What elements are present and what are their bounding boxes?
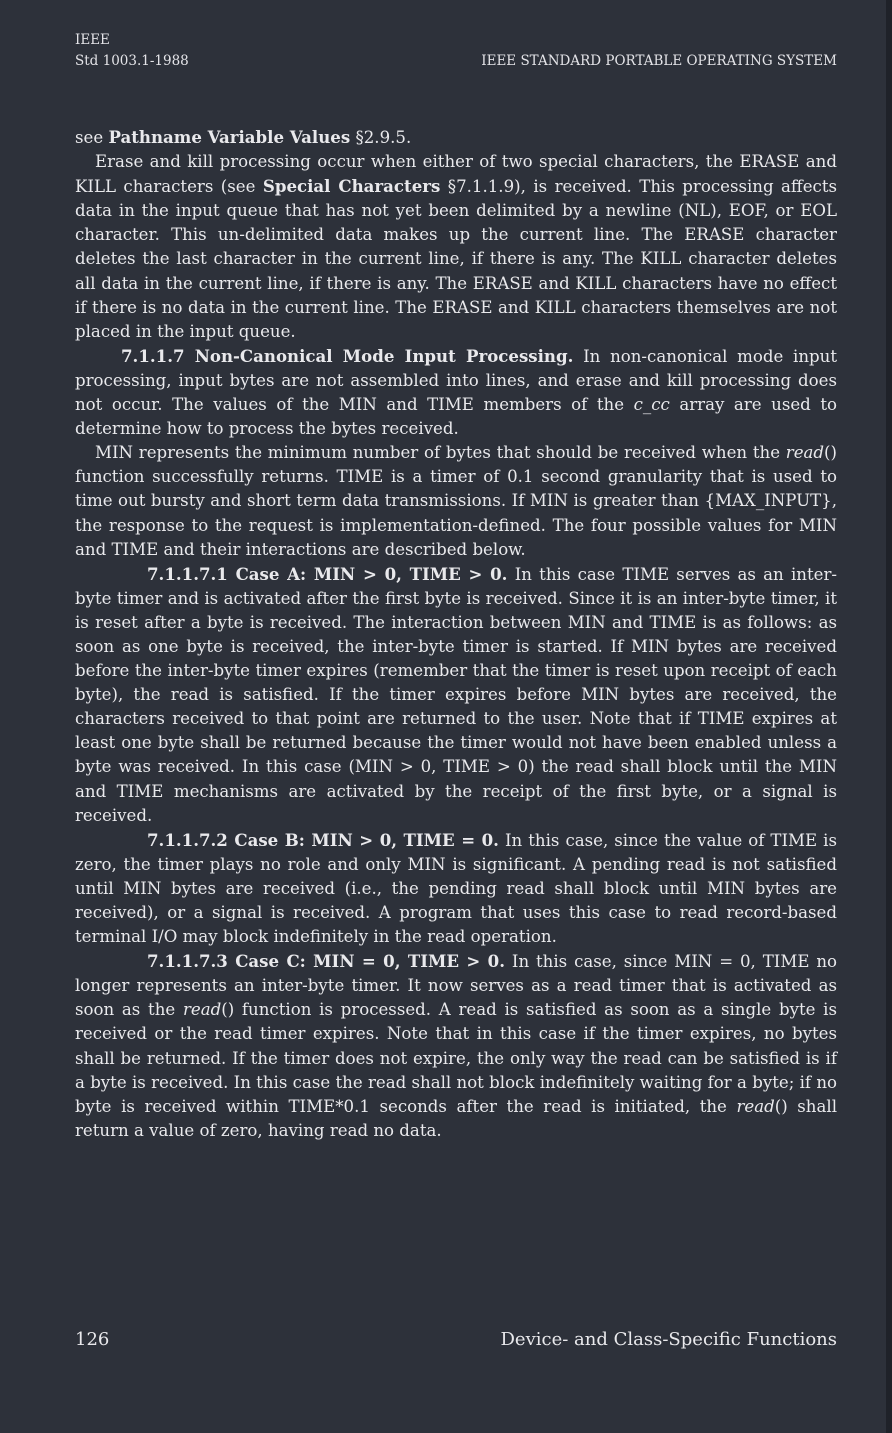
text-run: array are used to determine how to process the bytes received. — [75, 395, 837, 439]
section-heading: 7.1.1.7 Non-Canonical Mode Input Processing. — [121, 345, 574, 366]
footer-section-title: Device- and Class-Specific Functions — [500, 1329, 837, 1350]
header-title: IEEE STANDARD PORTABLE OPERATING SYSTEM — [481, 53, 837, 69]
page-header — [75, 30, 837, 72]
text-run: In non-canonical mode input processing, input bytes are not assembled into lines, and erase and kill processing does not occur. The values of the MIN and TIME members of the — [75, 346, 837, 415]
function-name: read — [736, 1096, 775, 1116]
text-run: §2.9.5. — [350, 128, 412, 147]
text-run: () — [824, 443, 837, 463]
text-run: () — [221, 1000, 235, 1020]
text-run: function is processed. A read is satisfied as soon as a single byte is received or the read timer expires. Note that in this case if the timer expires, no bytes shall be returned. If the timer does not expire, the only way the read can be satisfied is if a byte is received. In this case the read shall not block indefinitely waiting for a byte; if no byte is received within TIME*0.1 seconds after the read is initiated, the — [75, 1000, 838, 1116]
section-heading: 7.1.1.7.3 Case C: MIN = 0, TIME > 0. — [147, 951, 505, 972]
section-case-b — [75, 828, 837, 949]
cross-reference: Special Characters — [262, 176, 441, 197]
section-7-1-1-7 — [75, 344, 837, 441]
section-heading: 7.1.1.7.2 Case B: MIN > 0, TIME = 0. — [147, 829, 499, 850]
page-number: 126 — [75, 1329, 110, 1350]
text-run: shall return a value of zero, having read no data. — [75, 1096, 837, 1140]
text-run: see — [75, 128, 109, 147]
text-run: MIN represents the minimum number of bytes that should be received when the — [95, 443, 786, 463]
page-edge-shadow — [886, 0, 892, 1433]
section-heading: 7.1.1.7.1 Case A: MIN > 0, TIME > 0. — [147, 563, 508, 584]
text-run: Erase and kill processing occur when either of two special characters, the ERASE and KILL characters (see — [75, 152, 837, 197]
header-org: IEEE — [75, 32, 110, 48]
paragraph-continuation — [75, 125, 837, 150]
cross-reference: Pathname Variable Values — [108, 127, 351, 147]
code-term: c_cc — [633, 395, 670, 415]
function-name: read — [785, 443, 825, 463]
text-run: §7.1.1.9), is received. This processing affects data in the input queue that has not yet been delimited by a newline (NL), EOF, or EOL character. This un-delimited data makes up the current line. The ERASE character deletes the last character in the current line, if there is any. The KILL character deletes all data in the current line, if there is any. The ERASE and KILL characters have no effect if there is no data in the current line. The ERASE and KILL characters themselves are not placed in the input queue. — [75, 177, 838, 341]
function-name: read — [182, 1000, 222, 1020]
paragraph-erase-kill — [75, 150, 837, 344]
paragraph-min-time — [75, 441, 837, 561]
header-std: Std 1003.1-1988 — [75, 53, 189, 69]
text-run: In this case TIME serves as an inter-byte timer and is activated after the first byte is received. Since it is an inter-byte timer, it is reset after a byte is received. The interaction between MIN and TIME is as follows: as soon as one byte is received, the inter-byte timer is started. If MIN bytes are received before the inter-byte timer expires (remember that the timer is reset upon receipt of each byte), the read is satisfied. If the timer expires before MIN bytes are received, the characters received to that point are returned to the user. Note that if TIME expires at least one byte shall be returned because the timer would not have been enabled unless a byte was received. In this case (MIN > 0, TIME > 0) the read shall block until the MIN and TIME mechanisms are activated by the receipt of the first byte, or a signal is received. — [75, 564, 837, 825]
text-run: () — [774, 1096, 788, 1116]
text-run: function successfully returns. TIME is a timer of 0.1 second granularity that is used to time out bursty and short term data transmissions. If MIN is greater than {MAX_INPUT}, the response to the request is implementation-defined. The four possible values for MIN and TIME and their interactions are described below. — [75, 467, 837, 559]
text-run: In this case, since MIN = 0, TIME no longer represents an inter-byte timer. It now serves as a read timer that is activated as soon as the — [75, 952, 837, 1020]
text-run: In this case, since the value of TIME is zero, the timer plays no role and only MIN is significant. A pending read is not satisfied until MIN bytes are received (i.e., the pending read shall block until MIN bytes are received), or a signal is received. A program that uses this case to read record-based terminal I/O may block indefinitely in the read operation. — [75, 830, 837, 947]
section-case-c — [75, 949, 837, 1143]
page-footer — [75, 1328, 837, 1352]
document-body — [75, 125, 837, 1143]
section-case-a — [75, 562, 837, 828]
